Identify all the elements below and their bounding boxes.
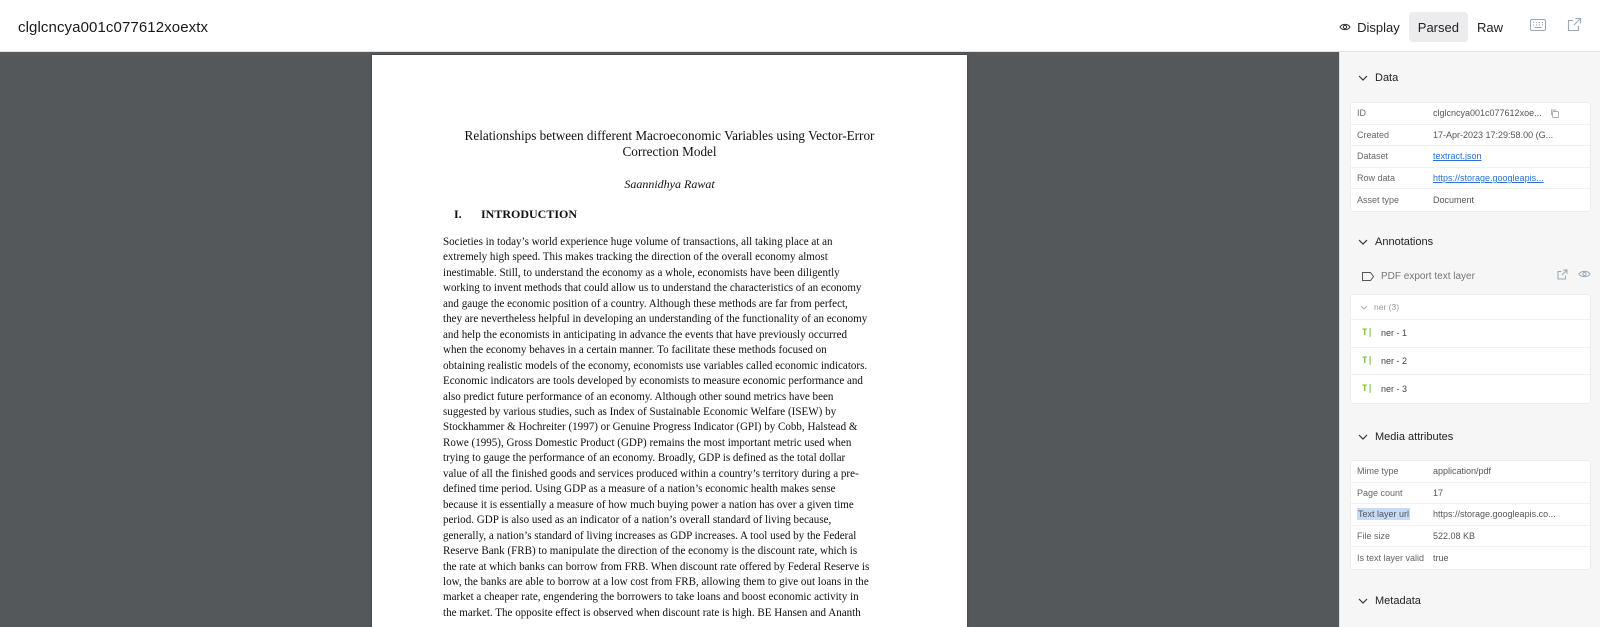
- display-view-button[interactable]: [1330, 12, 1409, 42]
- pdf-export-layer-row[interactable]: [1350, 265, 1591, 287]
- pdf-export-layer-label: PDF export text layer: [1381, 270, 1475, 282]
- media-key: Is text layer valid: [1357, 553, 1425, 564]
- body-line: Economic indicators are tools developed by economists to measure economic performance and: [443, 375, 863, 388]
- body-line: suggested by various studies, such as Index of Sustainable Economic Welfare (ISEW) by: [443, 405, 837, 418]
- parsed-view-button[interactable]: [1409, 12, 1468, 42]
- media-value: [1433, 466, 1590, 476]
- data-key: Dataset: [1357, 151, 1389, 162]
- data-key: ID: [1357, 108, 1366, 119]
- body-line: low, the banks are able to borrow at a low cost from FRB, allowing them to give out loans in the: [443, 575, 869, 588]
- ner-group-toggle[interactable]: [1351, 295, 1590, 320]
- page-count-value: 17: [1433, 487, 1444, 498]
- ner-item[interactable]: [1351, 348, 1590, 376]
- body-line: value of all the finished goods and services produced within a country’s territory during a pre-: [443, 467, 859, 480]
- body-line: the rate at which banks can borrow from FRB. When discount rate offered by Federal Reserve is: [443, 560, 870, 573]
- annotations-section-toggle[interactable]: [1358, 236, 1433, 248]
- body-line: because it is essentially a measure of how much buying power a nation has over a given time: [443, 498, 854, 511]
- body-line: and gauge the economic position of a country. Although these methods are far from perfect,: [443, 297, 848, 310]
- copy-icon[interactable]: [1550, 109, 1559, 118]
- body-line: Rowe (1995), Gross Domestic Product (GDP) remains the most important metric used when: [443, 436, 852, 449]
- body-line: Societies in today’s world experience huge volume of transactions, all taking place at an: [443, 236, 833, 248]
- media-attributes-section-title: Media attributes: [1375, 431, 1454, 443]
- chevron-down-icon: [1358, 598, 1368, 604]
- raw-view-button[interactable]: [1468, 12, 1512, 42]
- document-title-line: Correction Model: [622, 144, 717, 159]
- chevron-down-icon: [1358, 434, 1368, 440]
- ner-item[interactable]: [1351, 375, 1590, 403]
- keyboard-shortcuts-button[interactable]: [1520, 12, 1556, 42]
- data-row-created: [1351, 125, 1590, 147]
- document-title: [432, 128, 907, 160]
- external-link-icon[interactable]: [1557, 269, 1568, 283]
- data-value: [1433, 173, 1590, 183]
- id-value: clglcncya001c077612xoe...: [1433, 108, 1542, 119]
- media-row-text-layer-valid: [1351, 547, 1590, 569]
- media-key: Mime type: [1357, 466, 1399, 477]
- body-line: also predict future performance of an economy. Although other sound metrics have been: [443, 390, 834, 403]
- data-value: [1433, 108, 1590, 118]
- document-page: [372, 55, 967, 627]
- raw-view-label: Raw: [1476, 19, 1503, 35]
- parsed-view-label: Parsed: [1417, 19, 1459, 35]
- ner-item-label: ner - 3: [1381, 383, 1408, 394]
- asset-title: clglcncya001c077612xoextx: [18, 19, 209, 36]
- layer-actions: [1557, 269, 1591, 283]
- media-key: [1351, 509, 1433, 519]
- text-layer-valid-value: true: [1433, 553, 1449, 564]
- data-row-id: [1351, 103, 1590, 125]
- body-line: when the economy behaves in a certain manner. To facilitate these methods focused on: [443, 344, 827, 357]
- tag-icon: [1362, 272, 1374, 281]
- row-data-link[interactable]: https://storage.googleapis...: [1433, 173, 1544, 184]
- media-value: [1433, 509, 1590, 519]
- data-section-title: Data: [1375, 72, 1399, 84]
- ner-item[interactable]: [1351, 320, 1590, 348]
- data-card: [1350, 102, 1591, 212]
- data-value: [1433, 130, 1590, 140]
- ner-group: [1350, 294, 1591, 404]
- open-external-button[interactable]: [1556, 12, 1592, 42]
- body-line: and help the economists in anticipating in advance the events that have previously occurred: [443, 328, 847, 341]
- body-line: extremely high speed. This makes tracking the direction of the overall economy almost: [443, 251, 828, 264]
- body-line: the market. The opposite effect is observed when discount rate is high. BE Hansen and Ananth: [443, 606, 861, 619]
- metadata-section-toggle[interactable]: [1358, 595, 1421, 607]
- media-key: Page count: [1357, 487, 1403, 498]
- section-title: INTRODUCTION: [481, 207, 578, 221]
- chevron-down-icon: [1358, 75, 1368, 81]
- details-panel: [1339, 52, 1600, 627]
- data-key: Row data: [1357, 173, 1396, 184]
- data-key: Created: [1357, 129, 1390, 140]
- display-view-label: Display: [1357, 19, 1400, 35]
- document-author: Saannidhya Rawat: [624, 177, 715, 191]
- body-line: inestimable. Still, to understand the economy as a whole, economists have been diligently: [443, 266, 840, 279]
- mime-value: application/pdf: [1433, 466, 1492, 477]
- body-line: market a cheaper rate, engendering the borrowers to take loans and boost economic activity in: [443, 591, 859, 604]
- section-number: I.: [454, 207, 462, 221]
- body-line: generally, a nation’s standard of living increases as GDP increases. A tool used by the Federal: [443, 529, 857, 542]
- body-line: obtaining realistic models of the economy, economists use variables called economic indicators.: [443, 359, 868, 372]
- data-key: Asset type: [1357, 195, 1400, 206]
- annotations-section-title: Annotations: [1375, 236, 1434, 248]
- created-value: 17-Apr-2023 17:29:58.00 (G...: [1433, 129, 1554, 140]
- body-line: working to invent methods that could allow us to understand the characteristics of an economy: [443, 282, 862, 295]
- text-annotation-icon: T|: [1362, 383, 1373, 394]
- body-line: Stockhammer & Hochreiter (1997) or Genuine Progress Indicator (GPI) by Cobb, Halstead &: [443, 421, 858, 434]
- file-size-value: 522.08 KB: [1433, 531, 1476, 542]
- document-body: [443, 235, 898, 621]
- data-row-asset-type: [1351, 189, 1590, 211]
- ner-group-label: ner (3): [1374, 302, 1400, 312]
- body-line: trying to gauge the performance of an economy. Broadly, GDP is defined as the total dollar: [443, 452, 846, 465]
- section-heading: [454, 207, 577, 222]
- media-value: [1433, 531, 1590, 541]
- document-title-line: Relationships between different Macroeconomic Variables using Vector-Error: [464, 128, 875, 143]
- asset-type-value: Document: [1433, 195, 1475, 206]
- data-value: [1433, 151, 1590, 161]
- chevron-down-icon: [1360, 305, 1368, 310]
- media-key: File size: [1357, 531, 1391, 542]
- external-link-icon: [1567, 17, 1582, 37]
- chevron-down-icon: [1358, 239, 1368, 245]
- document-viewer[interactable]: [0, 52, 1339, 627]
- text-annotation-icon: T|: [1362, 328, 1373, 339]
- media-row-text-layer-url: [1351, 504, 1590, 526]
- metadata-section-title: Metadata: [1375, 595, 1421, 607]
- dataset-link[interactable]: textract.json: [1433, 151, 1482, 162]
- body-line: defined time period. Using GDP as a measure of a nation’s economic health makes sense: [443, 483, 836, 496]
- eye-icon: [1339, 22, 1351, 32]
- data-value: [1433, 195, 1590, 205]
- ner-item-label: ner - 2: [1381, 355, 1408, 366]
- media-row-file-size: [1351, 526, 1590, 548]
- ner-item-label: ner - 1: [1381, 328, 1408, 339]
- text-annotation-icon: T|: [1362, 355, 1373, 366]
- body-line: Reserve Bank (FRB) to manipulate the direction of the economy is the discount rate, which is: [443, 545, 858, 558]
- view-switcher: [1330, 12, 1600, 42]
- selected-text: Text layer url: [1358, 509, 1410, 520]
- media-value: [1433, 553, 1590, 563]
- top-bar: [0, 0, 1600, 52]
- media-row-mime: [1351, 461, 1590, 483]
- media-value: [1433, 488, 1590, 498]
- eye-icon[interactable]: [1578, 269, 1591, 283]
- body-line: period. GDP is also used as an indicator of a nation’s overall standard of living because,: [443, 514, 832, 527]
- data-row-dataset: [1351, 146, 1590, 168]
- media-row-page-count: [1351, 483, 1590, 505]
- data-section-toggle[interactable]: [1358, 72, 1398, 84]
- data-row-rowdata: [1351, 168, 1590, 190]
- media-attributes-section-toggle[interactable]: [1358, 431, 1453, 443]
- keyboard-icon: [1530, 18, 1546, 36]
- body-line: they are nevertheless helpful in developing an understanding of the functionality of an economy: [443, 313, 868, 326]
- text-layer-url-value: https://storage.googleapis.co...: [1433, 509, 1556, 520]
- media-attributes-card: [1350, 460, 1591, 570]
